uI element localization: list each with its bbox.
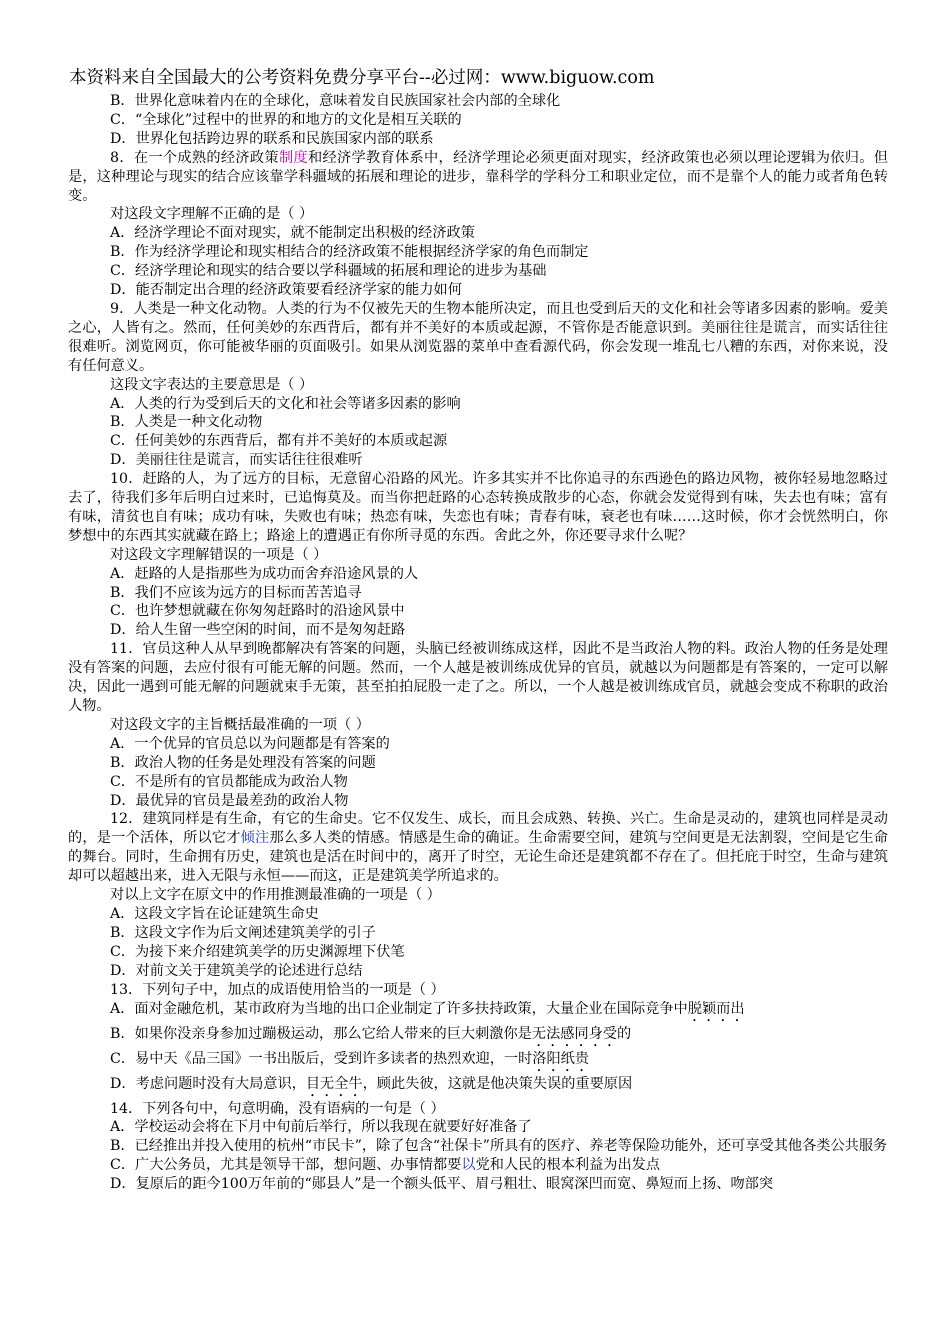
q13-option-c-text: C．易中天《品三国》一书出版后，受到许多读者的热烈欢迎，一时 [110, 1050, 533, 1067]
q14-option-b [68, 1137, 888, 1156]
q10-option-a: A．赶路的人是指那些为成功而舍弃沿途风景的人 [110, 565, 419, 582]
q11-option-b: B．政治人物的任务是处理没有答案的问题 [110, 754, 376, 771]
q11-option-d: D．最优异的官员是最差劲的政治人物 [110, 792, 349, 809]
q9-option-d: D．美丽往往是谎言，而实话往往很难听 [110, 452, 363, 469]
q10-stem: 对这段文字理解错误的一项是（ ） [110, 546, 328, 563]
q13-option-d-dotted-idiom: 目无全牛 [305, 1075, 363, 1092]
q14-link-word[interactable]: 以 [461, 1157, 476, 1174]
document-page [68, 64, 888, 1194]
q13-option-b-text: B．如果你没亲身参加过蹦极运动，那么它给人带来的巨大刺激你是 [110, 1025, 532, 1042]
q14-option-b-text: B．已经推出并投入使用的杭州“市民卡”，除了包含“社保卡”所具有的医疗、养老等保险功能外，还可享受其他各类公共服务 [110, 1138, 888, 1155]
q8-passage [68, 149, 888, 206]
q12-option-b: B．这段文字作为后文阐述建筑美学的引子 [110, 924, 376, 941]
q9-option-c: C．任何美妙的东西背后，都有并不美好的本质或起源 [110, 433, 448, 450]
q10-option-c: C．也许梦想就藏在你匆匆赶路时的沿途风景中 [110, 603, 405, 620]
q13-option-b-end: 的 [617, 1025, 632, 1042]
q11-passage [68, 640, 888, 716]
q8-passage-start: 8．在一个成熟的经济政策 [110, 149, 279, 166]
q11-passage-text: 11．官员这种人从早到晚都解决有答案的问题，头脑已经被训练成这样，因此不是当政治人物的料。政治人物的任务是处理没有答案的问题，去应付很有可能无解的问题。然而，一个人越是被训练成优异的官员，就越以为问题都是有答案的，一定可以解决，因此一遇到可能无解的问题就束手无策，甚至拍拍屁股一走了之。所以，一个人越是被训练成官员，就越会变成不称职的政治人物。 [68, 641, 888, 714]
q13-option-d [68, 1075, 888, 1100]
q12-passage-start: 12．建筑同样是有生命，有它的生命史。它不仅发生、成长，而且会成熟、转换、兴亡。生命是灵动的，建筑也同样是灵动的，是一个活体，所以它才 [68, 811, 888, 847]
q11-stem: 对这段文字的主旨概括最准确的一项（ ） [110, 716, 370, 733]
q12-passage [68, 810, 888, 886]
q12-option-d: D．对前文关于建筑美学的论述进行总结 [110, 962, 363, 979]
q12-stem: 对以上文字在原文中的作用推测最准确的一项是（ ） [110, 887, 441, 904]
q9-stem: 这段文字表达的主要意思是（ ） [110, 376, 314, 393]
q12-link-word[interactable]: 倾注 [240, 830, 270, 847]
q8-option-a: A．经济学理论不面对现实，就不能制定出积极的经济政策 [110, 225, 475, 242]
q8-option-b: B．作为经济学理论和现实相结合的经济政策不能根据经济学家的角色而制定 [110, 244, 589, 261]
q14-stem: 14．下列各句中，句意明确，没有语病的一句是（ ） [110, 1100, 445, 1117]
q13-option-c [68, 1050, 888, 1075]
q12-passage-rest: 那么多人类的情感。情感是生命的确证。生命需要空间，建筑与空间更是无法割裂，空间是它生命的舞台。同时，生命拥有历史，建筑也是活在时间中的，离开了时空，无论生命还是建筑都不存在了。但托庇于时空，生命与建筑却可以超越出来，进入无限与永恒——而这，正是建筑美学所追求的。 [68, 830, 888, 885]
q8-option-d: D．能否制定出合理的经济政策要看经济学家的能力如何 [110, 282, 462, 299]
q12-option-c: C．为接下来介绍建筑美学的历史渊源埋下伏笔 [110, 943, 405, 960]
q13-option-d-end: ，顾此失彼，这就是他决策失误的重要原因 [362, 1075, 633, 1092]
q13-option-d-text: D．考虑问题时没有大局意识， [110, 1075, 306, 1092]
q14-option-c [68, 1156, 888, 1175]
q14-option-c-text: C．广大公务员，尤其是领导干部，想问题、办事情都要 [110, 1157, 462, 1174]
q9-option-a: A．人类的行为受到后天的文化和社会等诸多因素的影响 [110, 395, 461, 412]
page-header: 本资料来自全国最大的公考资料免费分享平台--必过网：www.biguow.com [69, 68, 655, 88]
q13-option-b-dotted-idiom: 无法感同身受 [531, 1025, 618, 1042]
q14-option-d: D．复原后的距今100万年前的“郧县人”是一个额头低平、眉弓粗壮、眼窝深凹而宽、鼻短而上扬、吻部突 [110, 1176, 774, 1193]
q8-passage-rest: 和经济学教育体系中，经济学理论必须更面对现实，经济政策也必须以理论逻辑为依归。但是，这种理论与现实的结合应该靠学科疆域的拓展和理论的进步，靠科学的学科分工和职业定位，而不是靠个人的能力或者角色转变。 [68, 149, 888, 204]
q13-option-a-text: A．面对金融危机，某市政府为当地的出口企业制定了许多扶持政策，大量企业在国际竞争中 [110, 1000, 688, 1017]
q13-option-c-dotted-idiom: 洛阳纸贵 [532, 1050, 590, 1067]
q10-passage-text: 10．赶路的人，为了远方的目标，无意留心沿路的风光。许多其实并不比你追寻的东西逊色的路边风物，被你轻易地忽略过去了，待我们多年后明白过来时，已追悔莫及。而当你把赶路的心态转换成散步的心态，你就会发觉得到有味，失去也有味；富有有味，清贫也自有味；成功有味，失败也有味；热恋有味，失恋也有味；青春有味，衰老也有味……这时候，你才会恍然明白，你梦想中的东西其实就藏在路上；路途上的遭遇正有你所寻觅的东西。舍此之外，你还要寻求什么呢？ [68, 471, 888, 544]
q9-passage-text: 9．人类是一种文化动物。人类的行为不仅被先天的生物本能所决定，而且也受到后天的文化和社会等诸多因素的影响。爱美之心，人皆有之。然而，任何美妙的东西背后，都有并不美好的本质或起源，不管你是否能意识到。美丽往往是谎言，而实话往往很难听。浏览网页，你可能被华丽的页面吸引。如果从浏览器的菜单中查看源代码，你会发现一堆乱七八糟的东西，对你来说，没有任何意义。 [68, 300, 888, 374]
q13-stem: 13．下列句子中，加点的成语使用恰当的一项是（ ） [110, 981, 445, 998]
q11-option-c: C．不是所有的官员都能成为政治人物 [110, 773, 348, 790]
q10-passage [68, 470, 888, 546]
q8-link-word[interactable]: 制度 [278, 149, 308, 166]
q14-option-a: A．学校运动会将在下月中旬前后举行，所以我现在就要好好准备了 [110, 1119, 532, 1136]
q7-option-b: B．世界化意味着内在的全球化，意味着发自民族国家社会内部的全球化 [110, 93, 561, 109]
q13-option-b [68, 1025, 888, 1050]
q7-option-c: C．“全球化”过程中的世界的和地方的文化是相互关联的 [110, 111, 462, 128]
q9-passage [68, 300, 888, 376]
q9-option-b: B．人类是一种文化动物 [110, 414, 263, 431]
q8-option-c: C．经济学理论和现实的结合要以学科疆域的拓展和理论的进步为基础 [110, 263, 547, 280]
q13-option-a [68, 1000, 888, 1025]
q13-option-a-dotted-idiom: 脱颖而出 [687, 1000, 745, 1017]
q14-option-c-end: 党和人民的根本利益为出发点 [475, 1157, 661, 1174]
q8-stem: 对这段文字理解不正确的是（ ） [110, 206, 314, 223]
q7-option-d: D．世界化包括跨边界的联系和民族国家内部的联系 [110, 130, 434, 147]
q10-option-b: B．我们不应该为远方的目标而苦苦追寻 [110, 584, 362, 601]
q12-option-a: A．这段文字旨在论证建筑生命史 [110, 905, 319, 922]
q10-option-d: D．给人生留一些空闲的时间，而不是匆匆赶路 [110, 622, 406, 639]
q11-option-a: A．一个优异的官员总以为问题都是有答案的 [110, 735, 390, 752]
